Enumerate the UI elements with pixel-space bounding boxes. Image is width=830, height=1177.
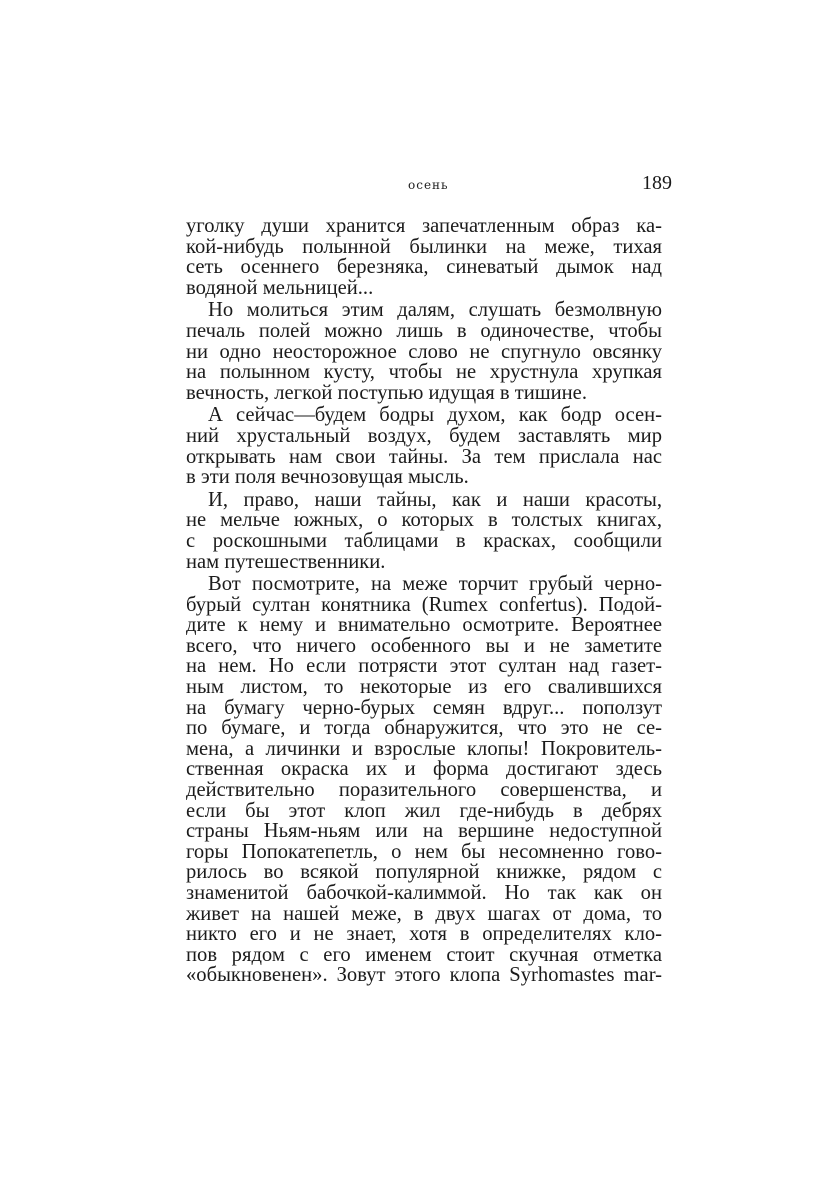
text-line: не мельче южных, о которых в толстых книгах,	[186, 509, 662, 532]
text-line: кой-нибудь полынной былинки на меже, тихая	[186, 235, 662, 258]
text-line: на бумагу черно-бурых семян вдруг... поползут	[186, 696, 662, 719]
running-title: осень	[408, 178, 449, 192]
text-line: знаменитой бабочкой-калиммой. Но так как он	[186, 882, 662, 904]
text-line: пов рядом с его именем стоит скучная отметка	[186, 943, 662, 966]
text-line: Но молиться этим далям, слушать безмолвную	[208, 299, 662, 322]
text-line: водяной мельницей...	[186, 276, 374, 299]
text-line: ственная окраска их и форма достигают здесь	[186, 758, 662, 781]
text-line: нам путешественники.	[186, 550, 386, 573]
text-line: на полынном кусту, чтобы не хрустнула хрупкая	[186, 361, 662, 384]
text-line: в эти поля вечнозовущая мысль.	[186, 466, 469, 489]
text-line: ний хрустальный воздух, будем заставлять мир	[186, 424, 662, 447]
text-line: уголку души хранится запечатленным образ ка-	[186, 215, 662, 237]
page-number: 189	[642, 172, 672, 194]
text-line: ным листом, то некоторые из его свалившихся	[186, 676, 662, 699]
text-line: сеть осеннего березняка, синеватый дымок над	[186, 256, 662, 279]
text-line: мена, а личинки и взрослые клопы! Покровитель-	[186, 737, 662, 760]
text-line: бурый султан конятника (Rumex confertus). Подой-	[186, 593, 662, 616]
text-line: горы Попокатепетль, о нем бы несомненно гово-	[186, 840, 662, 863]
text-line: Вот посмотрите, на меже торчит грубый черно-	[208, 573, 662, 596]
text-line: вечность, легкой поступью идущая в тишине.	[186, 381, 587, 404]
text-line: дите к нему и внимательно осмотрите. Вероятнее	[186, 614, 662, 637]
text-line: на нем. Но если потрясти этот султан над газет-	[186, 655, 662, 678]
text-line: страны Ньям-ньям или на вершине недоступной	[186, 820, 662, 843]
text-line: живет на нашей меже, в двух шагах от дома, то	[186, 902, 662, 925]
body-text	[186, 216, 662, 986]
text-line: «обыкновенен». Зовут этого клопа Syrhomastes mar-	[186, 964, 662, 987]
text-line: рилось во всякой популярной книжке, рядом с	[186, 861, 662, 884]
text-line: если бы этот клоп жил где-нибудь в дебрях	[186, 799, 662, 822]
text-line: печаль полей можно лишь в одиночестве, чтобы	[186, 319, 662, 342]
text-line: никто его и не знает, хотя в определителях кло-	[186, 923, 662, 946]
text-line: открывать нам свои тайны. За тем прислала нас	[186, 445, 662, 468]
text-line: с роскошными таблицами в красках, сообщили	[186, 529, 662, 552]
text-line: И, право, наши тайны, как и наши красоты,	[208, 488, 662, 511]
text-line: по бумаге, и тогда обнаружится, что это не се-	[186, 717, 662, 740]
text-line: А сейчас—будем бодры духом, как бодр осен-	[208, 404, 662, 427]
text-line: всего, что ничего особенного вы и не заметите	[186, 634, 662, 657]
text-line: действительно поразительного совершенства, и	[186, 779, 662, 802]
text-line: ни одно неосторожное слово не спугнуло овсянку	[186, 340, 662, 363]
